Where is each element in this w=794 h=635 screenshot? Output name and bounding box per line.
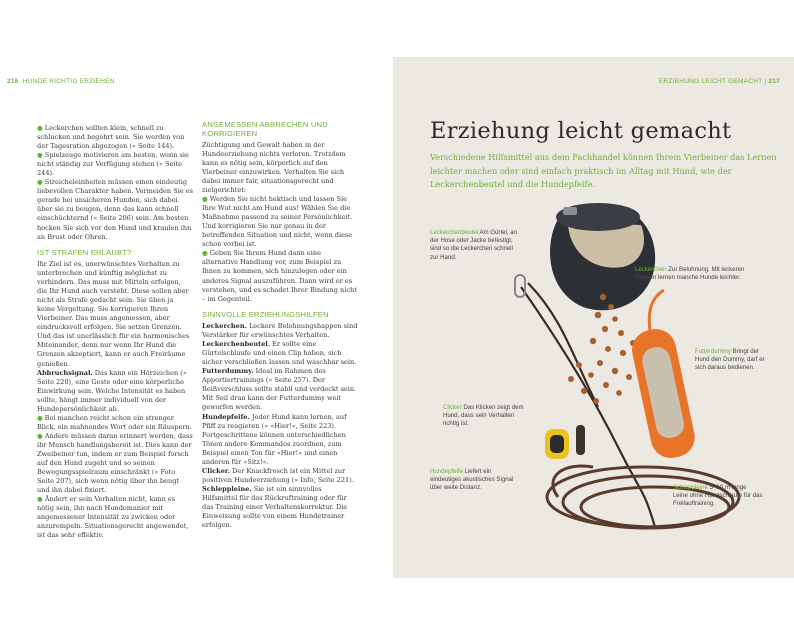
right-running-title: ERZIEHUNG LEICHT GEMACHT	[658, 78, 763, 85]
section-heading-strafen: IST STRAFEN ERLAUBT?	[37, 247, 132, 257]
whistle-icon	[576, 425, 585, 455]
section-heading-abbrechen-1: ANGEMESSEN ABBRECHEN UND	[202, 120, 328, 129]
left-running-head	[7, 78, 115, 85]
bullet-text: Leckerchen sollten klein, schnell zu schlucken und begehrt sein. Sie werden von der Tagesration abgezogen (» Seite 144).	[37, 124, 185, 151]
term-futterdummy: Futterdummy.	[202, 367, 254, 376]
term-abbruchsignal: Abbruchsignal.	[37, 368, 93, 377]
clicker-icon	[545, 429, 569, 459]
right-page-number: 217	[768, 78, 780, 85]
bullet-text: Bei manchen reicht schon ein strenger Blick, ein mahnendes Wort oder ein Räuspern.	[37, 413, 192, 431]
right-page-photo	[393, 57, 794, 578]
right-running-head: ERZIEHUNG LEICHT GEMACHT | 217	[658, 78, 780, 85]
caption-leckerchen: Leckerchen Zur Belohnung. Mit leckeren Happen lernen manche Hunde leichter.	[635, 266, 745, 282]
left-column-1: ● Leckerchen sollten klein, schnell zu schlucken und begehrt sein. Sie werden von der Tagesration abgezogen (» Seite 144). ● Spielzeuge motivieren am besten, wenn sie nicht ständig zur Verfügung stehen (» Seite 244). ● Streicheleinheiten müssen einen eindeutig liebevollen Charakter haben. Vermeiden Sie es gerade bei unsicheren Hunden, sich dabei über sie zu beugen, denn das kann schnell einschüchternd (» Seite 206) sein. Am besten hocken Sie sich vor den Hund und kraulen ihn an Brust oder Ohren. IST STRAFEN ERLAUBT? Ihr Ziel ist es, unerwünschtes Verhalten zu unterbrechen und künftig möglichst zu verhindern. Das muss mit Mitteln erfolgen, die Ihr Hund auch versteht. Diese sollen aber nicht als Strafe gedacht sein. Sie üben ja keine Vergeltung. Sie korrigieren Ihren Vierbeiner. Das muss angemessen, aber eindrucksvoll erfolgen. Sie setzen Grenzen. Und das ist unerlässlich für ein harmonisches Miteinander, denn nur wenn Ihr Hund die Grenzen akzeptiert, kann er auch Freiräume genießen. Abbruchsignal. Das kann ein Hörzeichen (» Seite 220), eine Geste oder eine körperliche Einwirkung sein. Welche Intensität es haben sollte, hängt immer individuell von der Hundepersönlichkeit ab. ● Bei manchen reicht schon ein strenger Blick, ein mahnendes Wort oder ein Räuspern. ● Andere müssen daran erinnert werden, dass ihr Mensch handlungsbereit ist. Dies kann der Zweibeiner tun, indem er zum Beispiel forsch auf den Hund zugeht und so seinen Bewegungsspielraum einschränkt (» Foto Seite 207), sich wenn nötig über ihn beugt und ihn dabei fixiert. ● Ändert er sein Verhalten nicht, kann es nötig sein, ihn nach Hundemanier mit angemessener Intensität zu zwicken oder anzurempeln. Situationsgerecht angewendet, ist das sehr effektiv.	[37, 124, 193, 540]
term-schleppleine: Schleppleine.	[202, 484, 252, 493]
caption-leckerchenbeutel: Leckerchenbeutel Am Gürtel, an der Hose oder Jacke befestigt, sind so die Leckerchen schnell zur Hand.	[430, 229, 518, 261]
bullet-text: Andere müssen daran erinnert werden, dass ihr Mensch handlungsbereit ist. Dies kann der Zweibeiner tun, indem er zum Beispiel forsch auf den Hund zugeht und so seinen Bewegungsspielraum einschränkt (» Foto Seite 207), sich wenn nötig über ihn beugt und ihn dabei fixiert.	[37, 431, 193, 495]
intro-text: Verschiedene Hilfsmittel aus dem Fachhandel können Ihrem Vierbeiner das Lernen leichter machen oder sind einfach praktisch im Alltag mit Hund, wie der Leckerchenbeutel und die Hundepfeife.	[430, 152, 777, 190]
caption-clicker: Clicker Das Klicken zeigt dem Hund, dass sein Verhalten richtig ist.	[443, 404, 524, 428]
section-heading-abbrechen-2: KORRIGIEREN	[202, 129, 258, 139]
bullet-text: Streicheleinheiten müssen einen eindeutig liebevollen Charakter haben. Vermeiden Sie es gerade bei unsicheren Hunden, sich dabei über sie zu beugen, denn das kann schnell einschüchternd (» Seite 206) sein. Am besten hocken Sie sich vor den Hund und kraulen ihn an Brust oder Ohren.	[37, 178, 193, 241]
bullet-text: Ändert er sein Verhalten nicht, kann es nötig sein, ihn nach Hundemanier mit angemessener Intensität zu zwicken oder anzurempeln. Situationsgerecht angewendet, ist das sehr effektiv.	[37, 495, 189, 540]
term-clicker: Clicker.	[202, 466, 230, 475]
caption-futterdummy: Futterdummy Bringt der Hund den Dummy, darf er sich daraus bedienen.	[695, 348, 765, 372]
page-title: Erziehung leicht gemacht	[430, 118, 732, 144]
bullet-text: Geben Sie Ihrem Hund dann eine alternative Handlung vor, zum Beispiel zu Ihnen zu kommen, sich hinzulegen oder ein anderes Signal auszuführen. Dann wird er es verstehen, und es schadet Ihrer Bindung nicht – im Gegenteil.	[202, 249, 357, 303]
treats-icon	[568, 294, 636, 404]
paragraph-strafen: Ihr Ziel ist es, unerwünschtes Verhalten zu unterbrechen und künftig möglichst zu verhindern. Das muss mit Mitteln erfolgen, die Ihr Hund auch versteht. Diese sollen aber nicht als Strafe gedacht sein. Sie üben ja keine Vergeltung. Sie korrigieren Ihren Vierbeiner. Das muss angemessen, aber eindrucksvoll erfolgen. Sie setzen Grenzen. Und das ist unerlässlich für ein harmonisches Miteinander, denn nur wenn Ihr Hund die Grenzen akzeptiert, kann er auch Freiräume genießen.	[37, 260, 190, 368]
caption-schleppleine: Schleppleine 5–10 m lange Leine ohne Handschlaufe für das Freilauftraining.	[673, 484, 763, 508]
leash-icon	[521, 283, 655, 527]
bullet-text: Werden Sie nicht hektisch und lassen Sie Ihre Wut nicht am Hund aus! Wählen Sie die Maßnahme passend zu seiner Persönlichkeit. Und korrigieren Sie nur genau in der betreffenden Situation und nicht, wenn diese schon vorbei ist.	[202, 195, 353, 249]
term-leckerchenbeutel: Leckerchenbeutel.	[202, 340, 271, 349]
left-page-number: 216	[7, 78, 19, 85]
left-running-title: HUNDE RICHTIG ERZIEHEN	[22, 78, 115, 85]
paragraph-abbrechen: Züchtigung und Gewalt haben in der Hundeerziehung nichts verloren. Trotzdem kann es nötig sein, körperlich auf den Vierbeiner einzuwirken. Verhalten Sie sich dabei immer fair, situationsgerecht und zielgerichtet:	[202, 140, 346, 195]
left-column-2: ANGEMESSEN ABBRECHEN UND KORRIGIEREN Züchtigung und Gewalt haben in der Hundeerziehung nichts verloren. Trotzdem kann es nötig sein, körperlich auf den Vierbeiner einzuwirken. Verhalten Sie sich dabei immer fair, situationsgerecht und zielgerichtet: ● Werden Sie nicht hektisch und lassen Sie Ihre Wut nicht am Hund aus! Wählen Sie die Maßnahme passend zu seiner Persönlichkeit. Und korrigieren Sie nur genau in der betreffenden Situation und nicht, wenn diese schon vorbei ist. ● Geben Sie Ihrem Hund dann eine alternative Handlung vor, zum Beispiel zu Ihnen zu kommen, sich hinzulegen oder ein anderes Signal auszuführen. Dann wird er es verstehen, und es schadet Ihrer Bindung nicht – im Gegenteil. SINNVOLLE ERZIEHUNGSHILFEN Leckerchen. Leckere Belohnungshappen sind Verstärker für erwünschtes Verhalten. Leckerchenbeutel. Er sollte eine Gürtelschlaufe und einen Clip haben, sich sicher verschließen lassen und waschbar sein. Futterdummy. Ideal im Rahmen des Apportiertrainings (» Seite 257). Der Reißverschluss sollte stabil und verdeckt sein. Mit Seil dran kann der Futterdummy weit geworfen werden. Hundepfeife. Jeder Hund kann lernen, auf Pfiff zu reagieren (» »Hier!«, Seite 223). Fortgeschrittene können unterschiedlichen Tönen andere Kommandos zuordnen, zum Beispiel einen Ton für »Hier!« und einen anderen für »Sitz!«. Clicker. Der Knackfrosch ist ein Mittel zur positiven Hundeerziehung (» Info, Seite 221). Schleppleine. Sie ist ein sinnvolles Hilfsmittel für das Rückruftraining oder für das Training einer Verhaltenskorrektur. Die Einweisung sollte von einem Hundetrainer erfolgen.	[202, 120, 358, 530]
term-hundepfeife: Hundepfeife.	[202, 412, 250, 421]
bullet-text: Spielzeuge motivieren am besten, wenn sie nicht ständig zur Verfügung stehen (» Seite 244).	[37, 151, 189, 178]
caption-hundepfeife: Hundepfeife Liefert ein eindeutiges akustisches Signal über weite Distanz.	[430, 468, 514, 492]
food-dummy-icon	[621, 290, 699, 462]
term-leckerchen: Leckerchen.	[202, 322, 247, 331]
section-heading-hilfen: SINNVOLLE ERZIEHUNGSHILFEN	[202, 309, 329, 319]
snap-hook-icon	[515, 275, 525, 297]
